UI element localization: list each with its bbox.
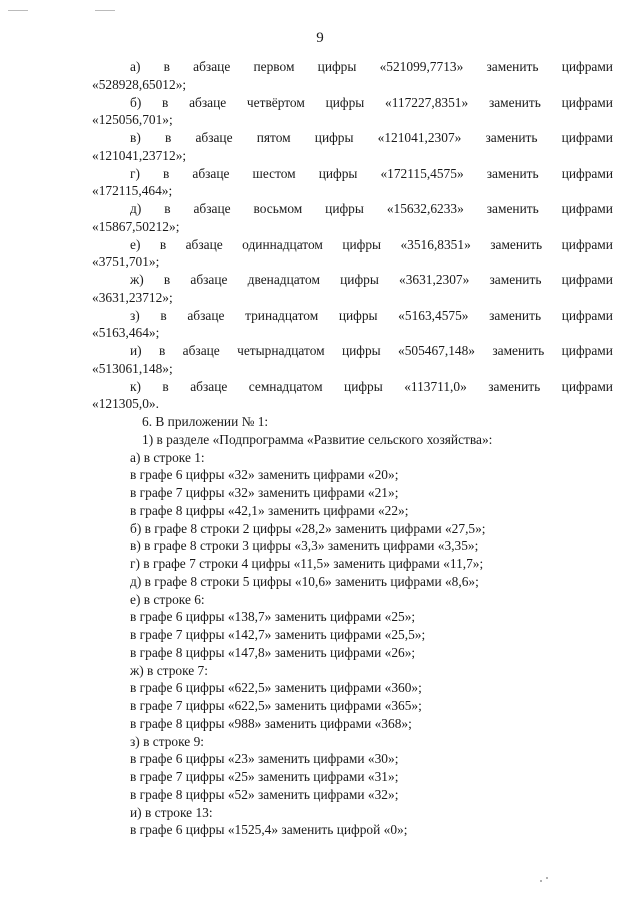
amendment-word: к) <box>130 378 141 394</box>
document-line: в графе 6 цифры «622,5» заменить цифрами «360»; <box>130 680 422 696</box>
document-line: в графе 6 цифры «138,7» заменить цифрами «25»; <box>130 609 416 625</box>
amendment-line <box>130 236 613 254</box>
amendment-word: в) <box>130 130 141 145</box>
amendment-word: цифрами <box>561 59 613 74</box>
document-body <box>92 58 613 839</box>
amendment-word: «113711,0» <box>404 378 467 394</box>
amendment-word: цифры <box>340 272 379 287</box>
amendment-word: «121041,2307» <box>377 130 462 145</box>
document-line: а) в строке 1: <box>130 449 205 465</box>
amendment-word: заменить <box>489 307 542 323</box>
amendment-word: и) <box>130 343 142 358</box>
amendment-word: семнадцатом <box>248 378 323 394</box>
amendment-line <box>130 271 613 289</box>
amendment-word: е) <box>130 236 141 252</box>
amendment-continuation: «125056,701»; <box>92 112 173 128</box>
document-line: в графе 8 цифры «52» заменить цифрами «32»; <box>130 786 399 802</box>
amendment-word: заменить <box>485 130 538 145</box>
amendment-word: «3631,2307» <box>399 272 470 287</box>
amendment-line <box>130 94 613 112</box>
amendment-word: цифрами <box>561 130 613 145</box>
amendment-line <box>130 200 613 218</box>
amendment-word: цифры <box>341 343 381 358</box>
amendment-word: заменить <box>492 343 545 358</box>
amendment-word: цифры <box>314 130 354 145</box>
amendment-word: «15632,6233» <box>386 201 464 216</box>
document-line: е) в строке 6: <box>130 591 205 607</box>
document-line: в графе 8 цифры «147,8» заменить цифрами «26»; <box>130 644 416 660</box>
scan-speck <box>540 880 542 882</box>
document-line: 1) в разделе «Подпрограмма «Развитие сельского хозяйства»: <box>142 431 493 447</box>
amendment-word: заменить <box>486 201 539 216</box>
document-line: в графе 7 цифры «32» заменить цифрами «21»; <box>130 485 399 500</box>
document-line: в графе 6 цифры «23» заменить цифрами «30»; <box>130 751 399 767</box>
document-line: в графе 7 цифры «142,7» заменить цифрами «25,5»; <box>130 627 426 642</box>
document-line: д) в графе 8 строки 5 цифры «10,6» заменить цифрами «8,6»; <box>130 573 479 589</box>
amendment-word: цифрами <box>561 343 613 358</box>
document-line: б) в графе 8 строки 2 цифры «28,2» заменить цифрами «27,5»; <box>130 520 486 536</box>
amendment-word: г) <box>130 165 140 181</box>
amendment-word: заменить <box>488 378 541 394</box>
amendment-continuation: «528928,65012»; <box>92 76 187 92</box>
document-line: в графе 7 цифры «622,5» заменить цифрами «365»; <box>130 698 422 713</box>
amendment-word: цифрами <box>561 307 613 323</box>
amendment-word: двенадцатом <box>247 272 320 287</box>
amendment-word: абзаце <box>190 378 228 394</box>
amendment-word: одиннадцатом <box>242 236 323 252</box>
document-line: г) в графе 7 строки 4 цифры «11,5» заменить цифрами «11,7»; <box>130 556 484 571</box>
amendment-word: абзаце <box>185 236 223 252</box>
amendment-word: «3516,8351» <box>400 236 471 252</box>
document-line: з) в строке 9: <box>130 733 204 749</box>
amendment-word: в <box>163 59 170 74</box>
amendment-word: в <box>158 343 166 358</box>
amendment-word: цифры <box>317 59 357 74</box>
document-line: в графе 8 цифры «42,1» заменить цифрами «22»; <box>130 502 409 518</box>
amendment-word: абзаце <box>189 94 227 110</box>
amendment-word: первом <box>253 59 295 74</box>
amendment-word: «521099,7713» <box>379 59 464 74</box>
amendment-word: цифрами <box>561 94 613 110</box>
amendment-word: абзаце <box>187 307 225 323</box>
amendment-word: цифрами <box>561 165 613 181</box>
amendment-word: пятом <box>256 130 291 145</box>
amendment-word: заменить <box>488 94 541 110</box>
amendment-word: ж) <box>130 272 144 287</box>
amendment-line <box>130 342 613 360</box>
scan-mark <box>8 10 28 11</box>
amendment-word: заменить <box>486 59 539 74</box>
amendment-word: абзаце <box>193 201 231 216</box>
amendment-word: «117227,8351» <box>385 94 469 110</box>
amendment-word: цифры <box>338 307 378 323</box>
amendment-word: заменить <box>486 165 539 181</box>
document-line: ж) в строке 7: <box>130 662 208 678</box>
amendment-word: цифры <box>325 94 365 110</box>
amendment-word: шестом <box>252 165 296 181</box>
amendment-word: «5163,4575» <box>398 307 469 323</box>
amendment-word: абзаце <box>192 165 230 181</box>
amendment-word: в <box>163 272 171 287</box>
amendment-continuation: «3751,701»; <box>92 254 160 270</box>
amendment-word: цифрами <box>561 201 613 216</box>
amendment-word: восьмом <box>253 201 303 216</box>
amendment-word: «505467,148» <box>398 343 475 358</box>
amendment-word: тринадцатом <box>245 307 319 323</box>
page-number: 9 <box>316 30 324 46</box>
amendment-line <box>130 165 613 183</box>
amendment-word: цифры <box>344 378 383 394</box>
document-line: в графе 7 цифры «25» заменить цифрами «31»; <box>130 769 399 784</box>
amendment-word: в <box>159 236 167 252</box>
amendment-word: б) <box>130 94 142 110</box>
document-line: 6. В приложении № 1: <box>142 414 269 429</box>
amendment-word: цифрами <box>561 272 613 287</box>
amendment-line <box>130 378 613 396</box>
amendment-word: в <box>162 378 169 394</box>
amendment-word: заменить <box>490 236 543 252</box>
document-line: в графе 6 цифры «32» заменить цифрами «20»; <box>130 467 399 483</box>
document-line: в графе 6 цифры «1525,4» заменить цифрой «0»; <box>130 822 408 838</box>
document-line: в) в графе 8 строки 3 цифры «3,3» заменить цифрами «3,35»; <box>130 538 479 554</box>
amendment-word: абзаце <box>190 272 228 287</box>
amendment-continuation: «15867,50212»; <box>92 218 180 234</box>
amendment-word: заменить <box>489 272 542 287</box>
amendment-word: цифры <box>342 236 382 252</box>
amendment-word: д) <box>130 201 142 216</box>
amendment-word: абзаце <box>195 130 233 145</box>
amendment-continuation: «513061,148»; <box>92 360 173 376</box>
document-line: и) в строке 13: <box>130 804 213 820</box>
scan-speck <box>546 877 548 879</box>
amendment-word: а) <box>130 59 141 74</box>
amendment-word: «172115,4575» <box>380 165 464 181</box>
amendment-word: абзаце <box>182 343 220 358</box>
amendment-line <box>130 129 613 147</box>
amendment-word: в <box>164 201 171 216</box>
amendment-word: цифры <box>325 201 364 216</box>
amendment-continuation: «121305,0». <box>92 396 159 412</box>
amendment-word: в <box>162 94 169 110</box>
scan-mark <box>95 10 115 11</box>
amendment-word: в <box>160 307 167 323</box>
amendment-word: цифры <box>318 165 358 181</box>
amendment-line <box>130 307 613 325</box>
amendment-continuation: «3631,23712»; <box>92 289 173 305</box>
amendment-word: цифрами <box>561 236 613 252</box>
amendment-word: цифрами <box>561 378 613 394</box>
amendment-word: четвёртом <box>246 94 305 110</box>
amendment-line <box>130 58 613 76</box>
amendment-word: абзаце <box>193 59 231 74</box>
amendment-word: четырнадцатом <box>237 343 325 358</box>
amendment-continuation: «5163,464»; <box>92 325 160 341</box>
amendment-continuation: «121041,23712»; <box>92 147 187 163</box>
amendment-word: з) <box>130 307 140 323</box>
document-line: в графе 8 цифры «988» заменить цифрами «368»; <box>130 715 412 731</box>
amendment-word: в <box>164 130 172 145</box>
amendment-continuation: «172115,464»; <box>92 183 173 199</box>
amendment-word: в <box>163 165 170 181</box>
